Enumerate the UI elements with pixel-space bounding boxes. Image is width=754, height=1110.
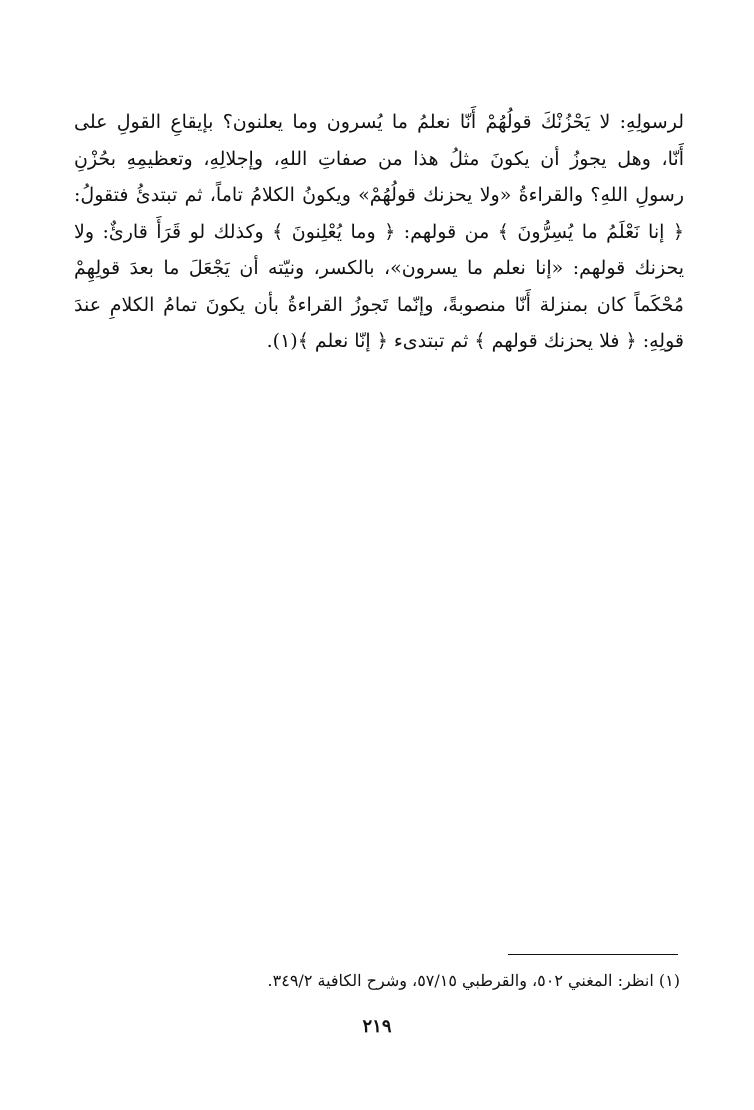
footnote-divider (508, 954, 678, 955)
text-line-7: قولِهِ: ﴿ فلا يحزنك قولهم ﴾ ثم تبتدىء ﴿ إنّا نعلم ﴾(١). (266, 330, 684, 352)
text-line-2: أَنّا، وهل يجوزُ أن يكونَ مثلُ هذا من صفاتِ اللهِ، وإجلالِهِ، وتعظيمِهِ بحُزْنِ (74, 147, 684, 170)
text-line-5: يحزنك قولهم: «إنا نعلم ما يسرون»، بالكسر، ونيّته أن يَجْعَلَ ما بعدَ قولِهِمْ (74, 257, 684, 279)
page-number: ٢١٩ (362, 1016, 392, 1037)
text-line-1: لرسولِهِ: لا يَحْزُنْكَ قولُهُمْ أَنّا نعلمُ ما يُسرون وما يعلنون؟ بإيقاعِ القولِ على (74, 111, 684, 133)
text-line-3: رسولِ اللهِ؟ والقراءةُ «ولا يحزنك قولُهُمْ» ويكونُ الكلامُ تاماً، ثم تبتدئُ فتقولُ: (74, 184, 684, 206)
text-line-4: ﴿ إنا نَعْلَمُ ما يُسِرُّونَ ﴾ من قولهم: ﴿ وما يُعْلِنونَ ﴾ وكذلك لو قَرَأَ قارئٌ: ولا (74, 220, 684, 243)
footnote: (١) انظر: المغني ٥٠٢، والقرطبي ٥٧/١٥، وشرح الكافية ٣٤٩/٢. (267, 971, 680, 990)
main-text-block (74, 104, 684, 360)
text-line-6: مُحْكَماً كان بمنزلة أَنّا منصوبةً، وإنّما تَجوزُ القراءةُ بأن يكونَ تمامُ الكلامِ عندَ (74, 293, 684, 316)
